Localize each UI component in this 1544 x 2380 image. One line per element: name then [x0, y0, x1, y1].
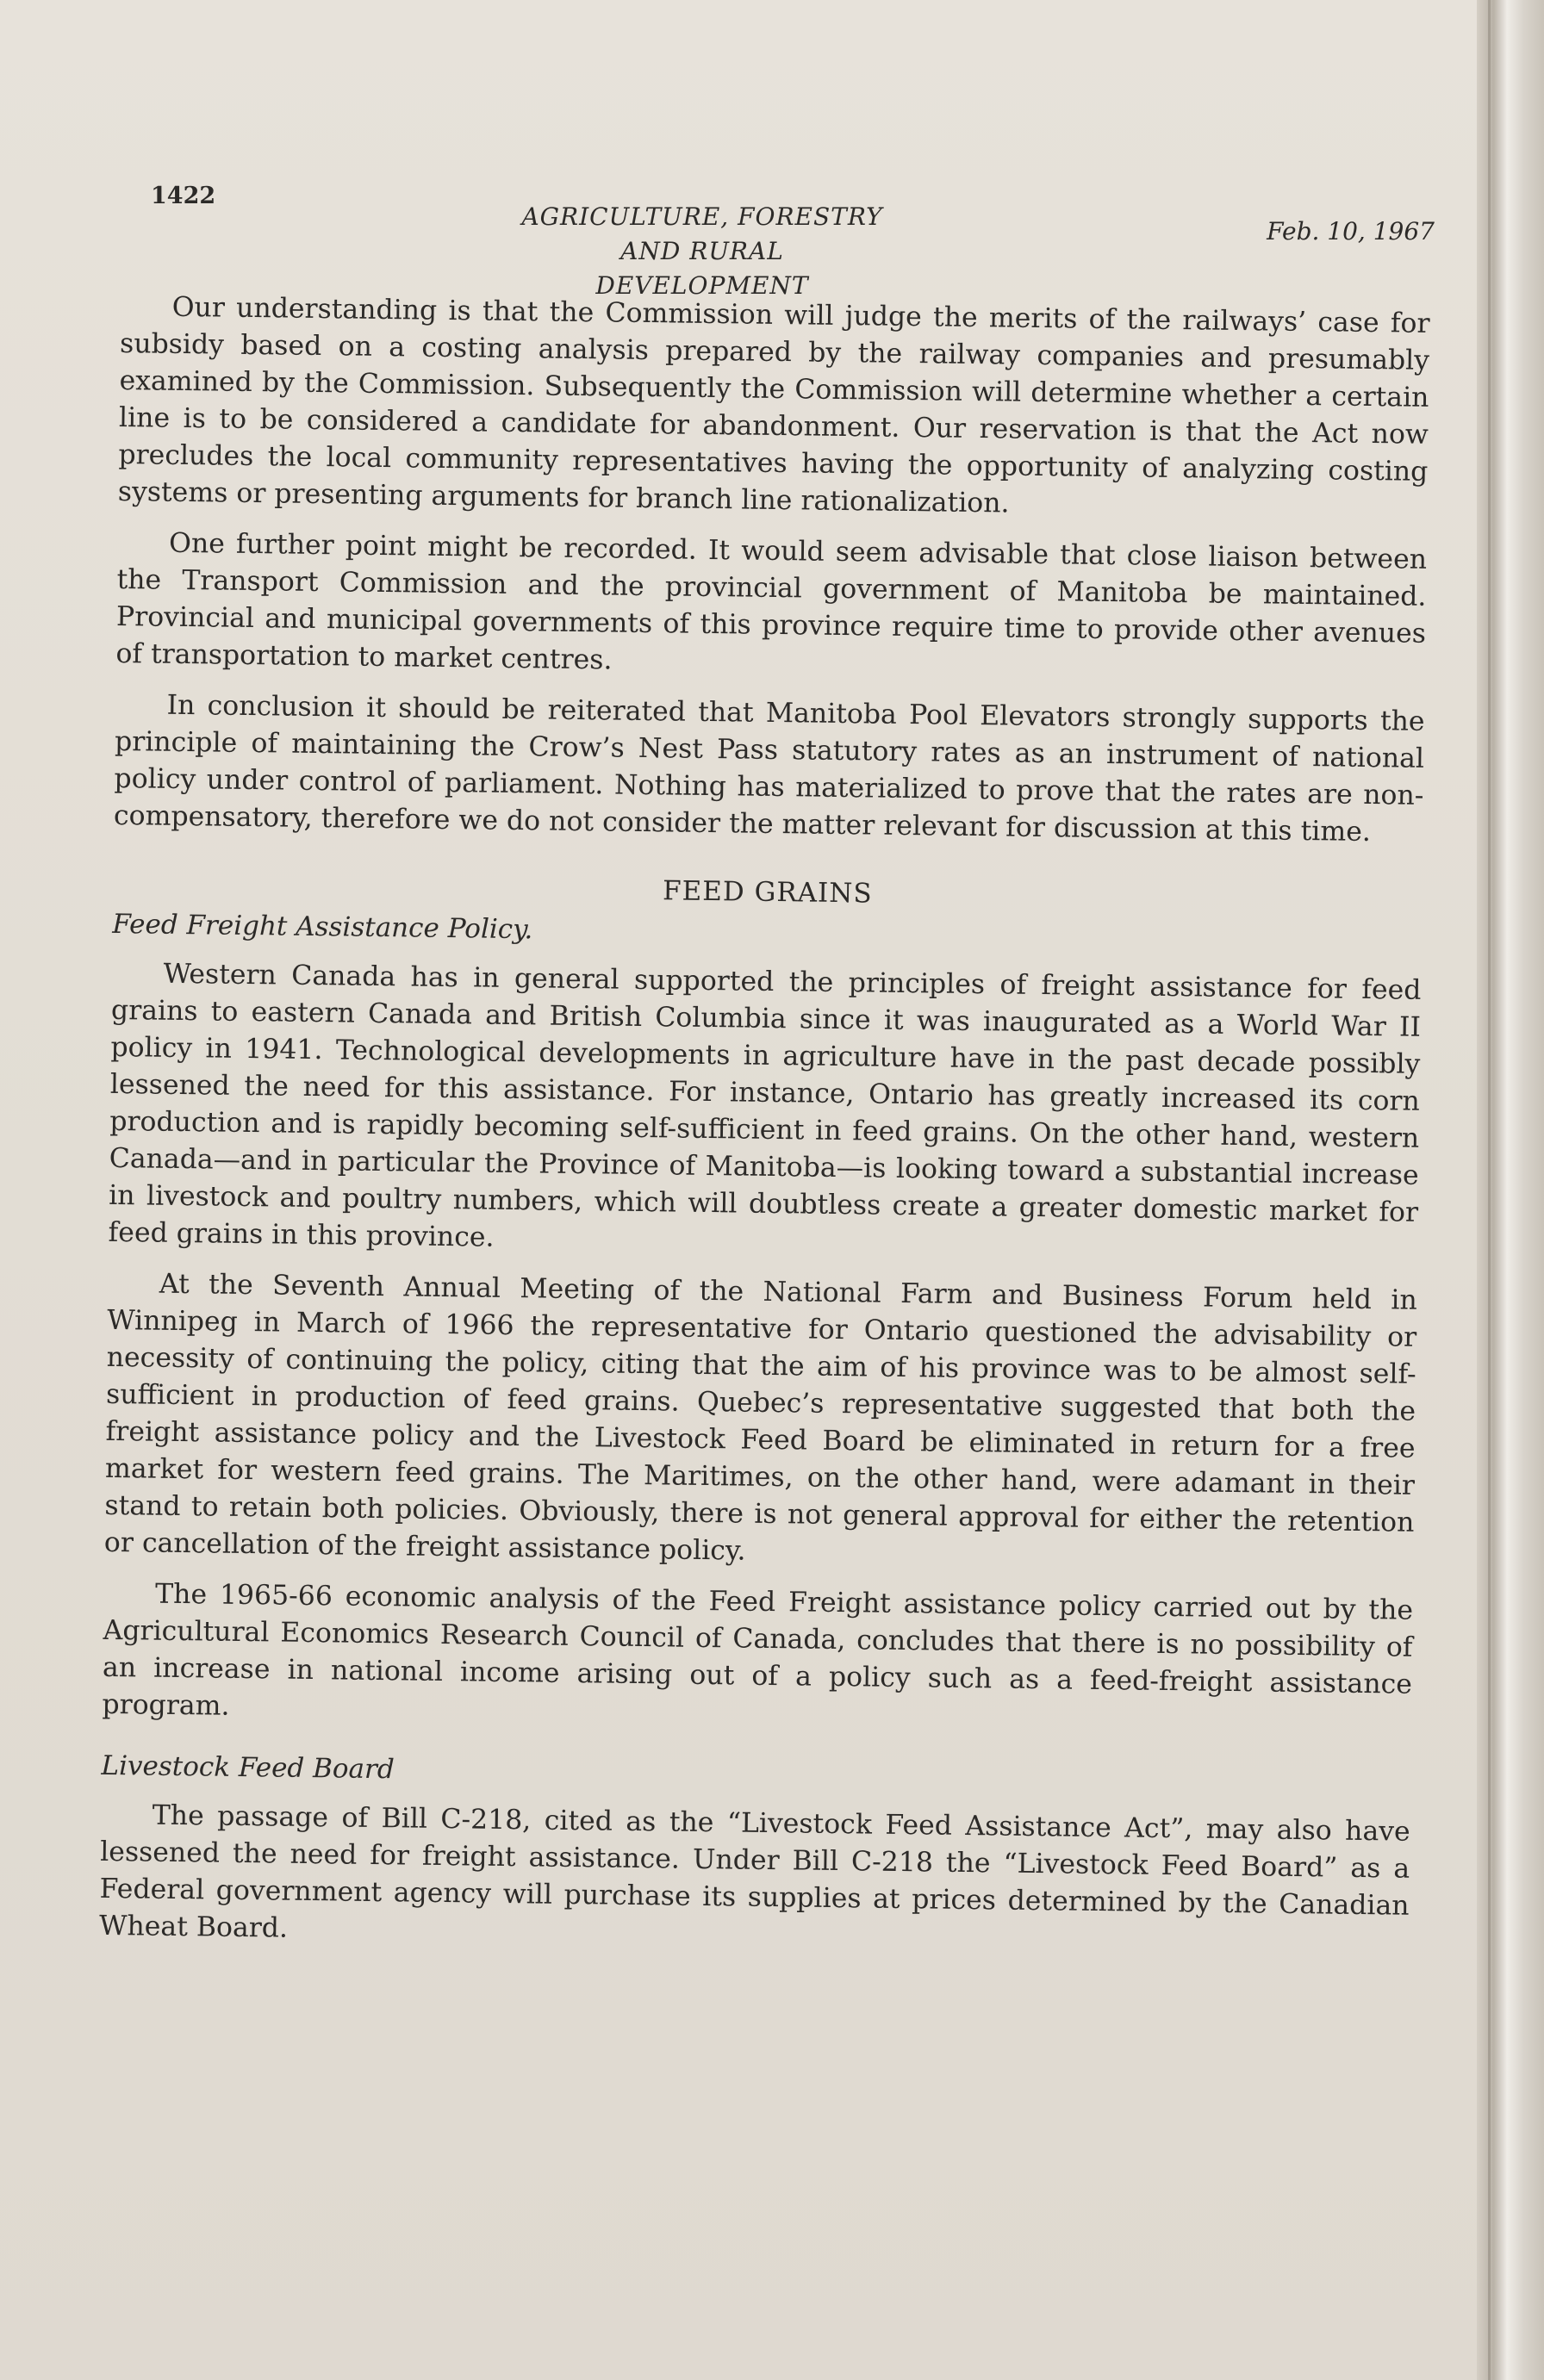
section-title: AGRICULTURE, FORESTRY AND RURAL DEVELOPMENT: [521, 202, 883, 300]
paragraph: Western Canada has in general supported the principles of freight assistance for feed grains to eastern Canada and British Columbia since it was inaugurated as a World War II policy in 1941. Technological developments in agriculture have in the past decade possibly lessened the need for this assistance. For instance, Ontario has greatly increased its corn production and is rapidly becoming self-sufficient in feed grains. On the other hand, western Canada—and in particular the Province of Manitoba—is looking toward a substantial increase in livestock and poultry numbers, which will doubtless create a greater domestic market for feed grains in this province.: [108, 958, 1422, 1253]
page-header: [151, 183, 1443, 300]
section-heading-feed-grains: FEED GRAINS: [662, 875, 873, 910]
paragraph: In conclusion it should be reiterated that Manitoba Pool Elevators strongly supports the principle of maintaining the Crow’s Nest Pass statutory rates as an instrument of national policy under control of parliament. Nothing has materialized to prove that the rates are non-compensatory, therefore we do not consider the matter relevant for discussion at this time.: [113, 689, 1425, 848]
subheading-feed-freight: Feed Freight Assistance Policy.: [112, 908, 533, 946]
binding-edge: [1488, 0, 1491, 2380]
paragraph: Our understanding is that the Commission will judge the merits of the railways’ case for subsidy based on a costing analysis prepared by the railway companies and presumably examined by the Commission. Subsequently the Commission will determine whether a certain line is to be considered a candidate for abandonment. Our reservation is that the Act now precludes the local community representatives having the opportunity of analyzing costing systems or presenting arguments for branch line rationalization.: [117, 291, 1430, 519]
paragraph: At the Seventh Annual Meeting of the National Farm and Business Forum held in Winnipeg in March of 1966 the representative for Ontario questioned the advisability or necessity of continuing the policy, citing that the aim of his province was to be almost self-sufficient in production of feed grains. Quebec’s representative suggested that both the freight assistance policy and the Livestock Feed Board be eliminated in return for a free market for western feed grains. The Maritimes, on the other hand, were adamant in their stand to retain both policies. Obviously, there is not general approval for either the retention or cancellation of the freight assistance policy.: [103, 1268, 1417, 1567]
paragraph: One further point might be recorded. It would seem advisable that close liaison between the Transport Commission and the provincial government of Manitoba be maintained. Provincial and municipal governments of this province require time to provide other avenues of transportation to market centres.: [115, 527, 1428, 676]
header-date: Feb. 10, 1967: [1267, 217, 1435, 245]
book-binding: [1477, 0, 1544, 2380]
page-body: [99, 289, 1430, 1976]
page-number: 1422: [151, 183, 216, 209]
paragraph: The 1965-66 economic analysis of the Feed Freight assistance policy carried out by the Agricultural Economics Research Council of Canada, concludes that there is no possibility of an increase in national income arising out of a policy such as a feed-freight assistance program.: [102, 1578, 1414, 1722]
subheading-livestock-feed-board: Livestock Feed Board: [101, 1749, 395, 1786]
paragraph: The passage of Bill C-218, cited as the “Livestock Feed Assistance Act”, may also have lessened the need for freight assistance. Under Bill C-218 the “Livestock Feed Board” as a Federal government agency will purchase its supplies at prices determined by the Canadian Wheat Board.: [98, 1799, 1410, 1944]
